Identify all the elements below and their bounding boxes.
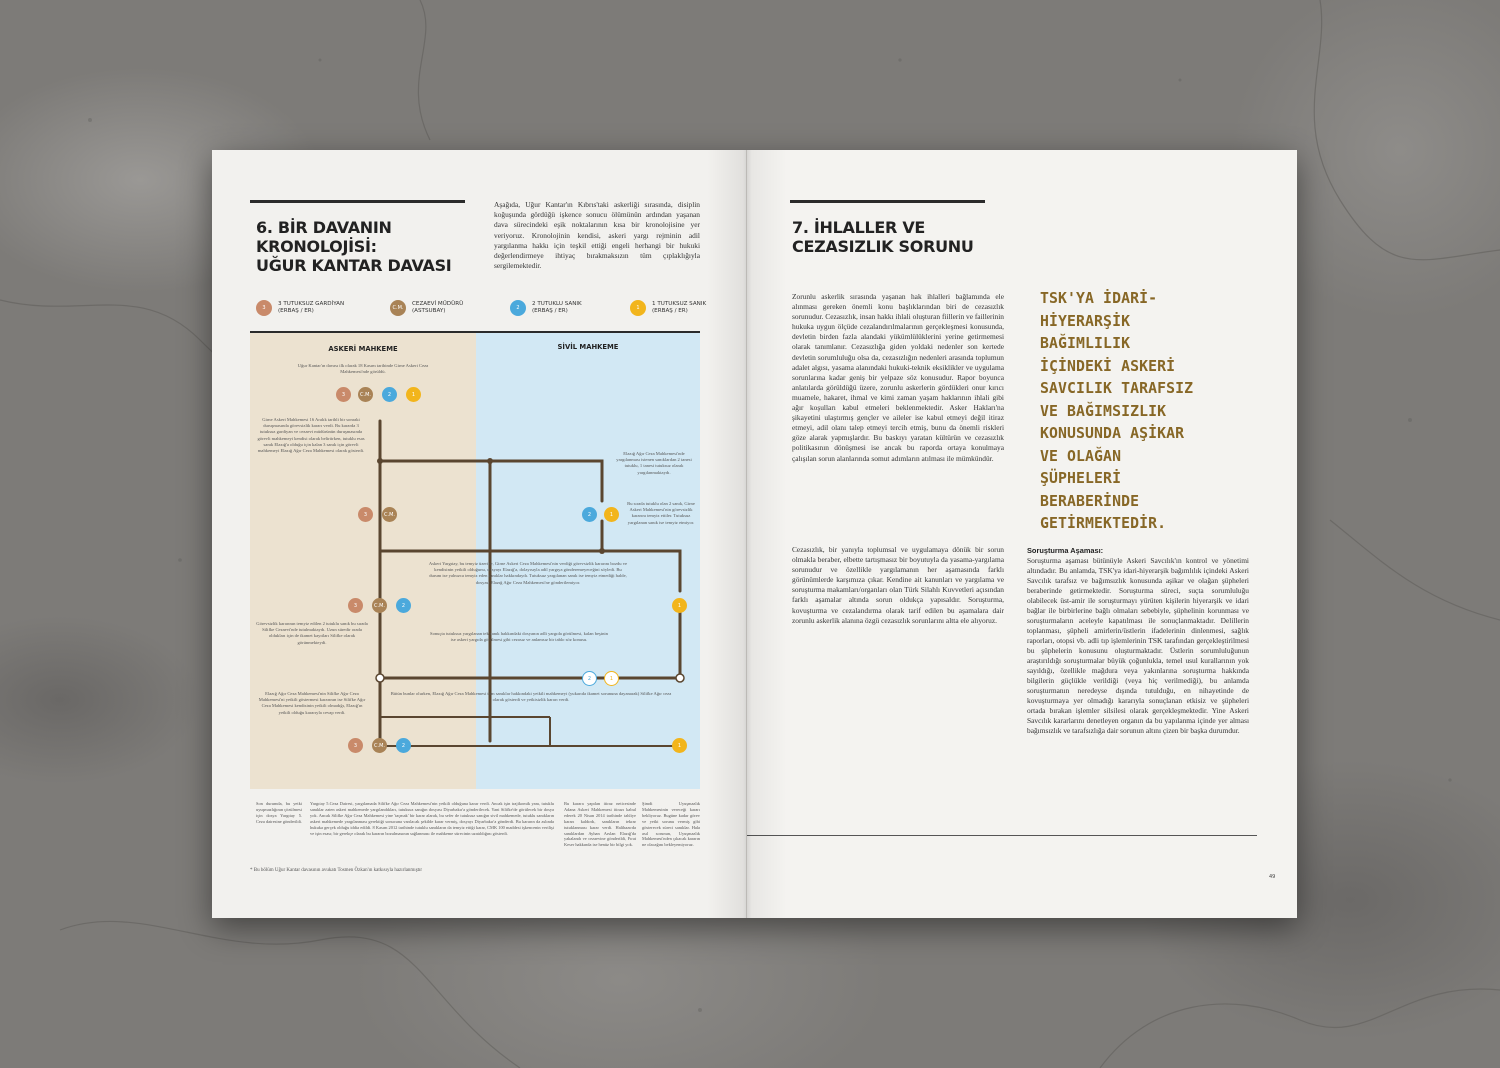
arrested-node: 2 [396, 598, 411, 613]
page-number: 49 [1269, 874, 1276, 880]
title-rule [790, 200, 985, 203]
subsection-body: Soruşturma aşaması bütünüyle Askeri Savcılık'ın kontrol ve yönetimi altındadır. Bu anlamda, TSK'ya idari-hiyerarşik bağımlılık içindeki Askeri Savcılık tarafsız ve bağımsızlık konusunda aşikar ve olağan şüpheleri beraberinde getirmektedir. Soruşturma süreci, suçta sorumluluğu olabilecek üst-amir ile soruşturmayı yürüten kişilerin hiyerarşik ve idari bağlar ile birbirlerine bağlı olmaları sebebiyle, şüphelinin korunması ve soruşturmaların aceleyle kapatılması ile sonuçlanmaktadır. Delillerin toplanması, şüpheli amirlerin/üstlerin ifadelerinin dinlenmesi, sağlık raporları, otopsi vb. adli tıp işlemlerinin TSK tarafından gerçekleştirilmesi bu şüphelerin konusunu oluşturmaktadır. Üstlerin sorumluluğunun araştırıldığı soruşturmalar büyük çoğunlukla, temel usul kurallarının yok sayıldığı, özellikle mağdura veya yakınlarına soruşturma hakkında bilgilerin güçlükle verildiği (veya hiç verilmediği), bu anlamda soruşturmanın neredeyse dışında tutulduğu, en nihayetinde de kovuşturmaya yer olmadığı kararıyla sonuçlanan etkisiz ve şüpheleri ortada bırakan işlemler silsilesi olarak gerçekleşmektedir. Yine Askeri Savcılık kararlarını denetleyen organın da bu yapılanma içinde yer alması bağımsızlık ve tarafsızlığa dair sorunun altını çizen bir başka durumdur. [1027, 556, 1249, 735]
legend-director [390, 300, 463, 316]
flow-endpoint [376, 674, 384, 682]
free-node: 1 [672, 738, 687, 753]
director-symbol: C.M. [390, 300, 406, 316]
legend-label: 3 TUTUKSUZ GARDİYAN [278, 301, 345, 307]
chapter-6-title-line: 6. BİR DAVANIN [256, 218, 392, 237]
legend-label: CEZAEVİ MÜDÜRÜ [412, 301, 464, 307]
legend-sublabel: (ERBAŞ / ER) [652, 308, 688, 314]
magazine-spread [212, 150, 1297, 918]
body-paragraph-1: Zorunlu askerlik sırasında yaşanan hak ihlalleri bağlamında ele alınması gereken önemli konu başlıklarından biri de cezasızlık sorunudur. Cezasızlık, insan hakkı ihlali oluşturan fiillerin ve faillerinin hukuka uygun ölçüde cezalandırılmalarının gerçekleşmesi konusunda, devletin birden fazla alandaki yükümlülüklerini yerine getirmemesi olarak tanımlanır. Cezasızlığa giden yoldaki nedenler son kertede devletin sorumluluğu olsa da, cezasızlığın nedenleri arasında toplumun adalet algısı, yasama alanındaki hukuki-teknik eksiklikler ve uygulama sorunlarına kadar geniş bir yelpaze söz konusudur. Rapor boyunca anlatılarda görüldüğü üzere, zorunlu askerlerin gördükleri onur kırıcı muamele, hakaret, ihmal ve kimi zaman yaşam haklarının ihlali gibi ağır koşulları kabul etmeleri beklenmektedir. Asker Hakları'na şikayetini ulaştırmış gençler ve aileler ise kabul etmeyi değil itiraz etmeyi, adil olanı talep etmeyi tercih etmiş, bunu da önemli riskleri göze alarak yapmışlardır. Bu baskıyı yaratan kültürün ve cezasızlık politikasının dönüşmesi ise ancak bu raporda ortaya konulmaya çalışılan sorun alanlarında somut adımların atılması ile mümkündür. [792, 292, 1004, 463]
legend-guard [256, 300, 344, 316]
legend-arrested [510, 300, 582, 316]
chapter-6-title-line: KRONOLOJİSİ: [256, 237, 377, 256]
arrested-node: 2 [382, 387, 397, 402]
flow-lines [250, 331, 700, 789]
guard-symbol: 3 [256, 300, 272, 316]
free-node-outline: 1 [604, 671, 619, 686]
left-page [212, 150, 747, 918]
annotation-military-supreme-court: Askeri Yargıtay, bu temyiz üzerine, Girne Askeri Ceza Mahkemesi'nin verdiği görevsizlik kararını bozdu ve kendisinin yetkili olduğunu, dosyayı Elazığ'a, dolayısıyla adil yargıya gönderemeyeceğini söyledi. Bu durum ise yalnızca temyiz eden sanıklar hakkındaydı. Tutuksuz yargılanan sanık ise temyiz etmediği halde, dosyası Elazığ Ağır Ceza Mahkemesi'ne gönderilemiyor. [428, 561, 628, 585]
arrested-node: 2 [582, 507, 597, 522]
guard-node: 3 [348, 598, 363, 613]
text-column: Bu karara yapılan itiraz neticesinde Adana Askeri Mahkemesi itirazı kabul ederek 20 Nisan 2014 tarihinde tahliye kararı kaldırdı, sanıkların tekrar tutuklanması karar verdi. Halihazırda sanıklardan Ayhan Arslan Elazığ'da yakalandı ve cezaevine gönderildi, Fırat Keser hakkında ise henüz bir bilgi yok. [564, 801, 636, 848]
annotation-appeal: Bu sırada tutuklu olan 2 sanık, Girne Askeri Mahkemesi'nin görevsizlik kararını temyiz ettiler. Tutuksuz yargılanan sanık ise temyiz etmiyor. [627, 501, 695, 525]
text-column: Yargıtay 5.Ceza Dairesi, yargılamada Silifke Ağır Ceza Mahkemesi'nin yetkili olduğuna karar verdi. Ancak işin trajikomik yanı, tutuklu sanıklar zaten askeri mahkemede yargılandıkları, tutuksuz sanığın dosyası Diyarbakır'a gönderilecek. Yani Silifke'de görülecek bir dosya yok. Ancak Silifke Ağır Ceza Mahkemesi yine 'taçmak' bir karar alarak, bu sefer de tutuksuz sanığın sivil mahkemede, tutuklu sanıkların askeri mahkemede yargılanması gerektiği sonucuna varılacak şekilde karar vermiş, dosyayı Diyarbakır'a gönderdi. Bu kararın da aslında hukuka gerçek olduğu iddia edildi. 8 Kasım 2012 tarihinde tutuklu sanıkların da temyiz ettiği karar, CMK 100 maddesi işkencenin verilişi ve işin esası; bir gerekçe olarak bu kararın bozulmasının sağlanması ile mahkeme sürecinin uzatıldığını gösterdi. [310, 801, 554, 836]
flow-junction [377, 458, 383, 464]
right-page [747, 150, 1297, 918]
arrested-node: 2 [396, 738, 411, 753]
chapter-7-title-line: 7. İHLALLER VE [792, 218, 926, 237]
investigation-section [1027, 546, 1249, 736]
annotation-incompetence-decision: Girne Askeri Mahkemesi 16 Aralık tarihli bir sonraki duruşmasında görevsizlik kararı verdi. Bu kararda 3 tutuksuz gardiyan ve cezaevi müdürünün duruşmasında görevli mahkemeyi kendisi olarak belirtirken, tutuklu esas sanık Elazığ'a olduğu için kalan 3 sanık için görevli mahkemeyi Elazığ Ağır Ceza Mahkemesi olarak gösterdi. [257, 417, 365, 454]
subsection-title: Soruşturma Aşaması: [1027, 546, 1104, 555]
annotation-silifke-response: Elazığ Ağır Ceza Mahkemesi'nin Silifke Ağır Ceza Mahkemesi'ni yetkili göstermesi kararının ise Silifke Ağır Ceza Mahkemesi kendisinin yetkili olmadığı, Elazığ'ın yetkili olduğu kararıyla cevap verdi. [258, 691, 366, 715]
title-rule [250, 200, 465, 203]
director-node: C.M. [382, 507, 397, 522]
director-node: C.M. [372, 598, 387, 613]
intro-paragraph: Aşağıda, Uğur Kantar'ın Kıbrıs'taki askerliği sırasında, disiplin koğuşunda gördüğü işkence sonucu ölümünün ardından yaşanan dava sürecindeki eşik noktalarının kısa bir kronolojisine yer veriyoruz. Kronolojinin kendisi, askeri yargı rejminin adil yargılanma hakkı için teşkil ettiği engeli herhangi bir hukuki değerlendirmeye ihtiyaç bırakmaksızın tüm çıplaklığıyla sergilemektedir. [494, 200, 700, 271]
director-node: C.M. [372, 738, 387, 753]
text-column: Son durumda, bu yetki uyuşmazlığının çözülmesi için dosya Yargıtay 5. Ceza dairesine gönderildi. [256, 801, 302, 824]
chronology-diagram [250, 331, 700, 789]
guard-node: 3 [348, 738, 363, 753]
military-court-title: ASKERİ MAHKEME [328, 345, 398, 353]
legend-sublabel: (ERBAŞ / ER) [278, 308, 314, 314]
civil-court-title: SİVİL MAHKEME [557, 343, 619, 351]
pull-quote: TSK'YA İDARİ-HİYERARŞİK BAĞIMLILIK İÇİNDEKİ ASKERİ SAVCILIK TARAFSIZ VE BAĞIMSIZLIK KONUSUNDA AŞİKAR VE OLAĞAN ŞÜPHELERİ BERABERİNDE GETİRMEKTEDİR. [1040, 290, 1194, 532]
legend-label: 1 TUTUKSUZ SANIK [652, 301, 707, 307]
chapter-6-title-line: UĞUR KANTAR DAVASI [256, 256, 452, 275]
legend-free [630, 300, 706, 316]
text-column: Şimdi Uyuşmazlık Mahkemesinin vereceği kararı bekliyoruz. Bugüne kadar görev ve yetki sorunu vermiş gibi gösterecek süreci sanıklar. Hala asıl sorunun, Uyuşmazlık Mahkemesi'nden çıkacak kararın ne olacağını bekleyemiyoruz. [642, 801, 700, 848]
arrested-node-outline: 2 [582, 671, 597, 686]
guard-node: 3 [358, 507, 373, 522]
flow-endpoint [676, 674, 684, 682]
flow-junction [599, 548, 605, 554]
director-node: C.M. [358, 387, 373, 402]
flow-line [380, 611, 680, 678]
free-node: 1 [604, 507, 619, 522]
free-node: 1 [672, 598, 687, 613]
chapter-7-title [792, 218, 992, 256]
flow-junction [487, 458, 493, 464]
footer-rule [747, 835, 1257, 836]
chapter-6-title [256, 218, 466, 275]
free-node: 1 [406, 387, 421, 402]
chapter-7-title-line: CEZASIZLIK SORUNU [792, 237, 974, 256]
guard-node: 3 [336, 387, 351, 402]
legend-sublabel: (ASTSUBAY) [412, 308, 446, 314]
annotation-silifke-prison: Görevsizlik kararının temyiz edilen 2 tutuklu sanık bu sırada Silifke Cezaevi'nde tutulmaktaydı. Uzun süredir orada oldukları için de ikamet kayıtları Silifke olarak görünmekteydi. [256, 621, 368, 645]
legend-sublabel: (ERBAŞ / ER) [532, 308, 568, 314]
annotation-silifke-decision: Bütün bunlar olurken, Elazığ Ağır Ceza Mahkemesi tüm sanıklar hakkındaki yetkili mahkemeyi (yukarıda ikamet sorununa dayanarak) Silifke Ağır ceza olarak gösterdi ve yetkisizlik kararı verdi. [390, 691, 672, 703]
legend-label: 2 TUTUKLU SANIK [532, 301, 582, 307]
arrested-symbol: 2 [510, 300, 526, 316]
annotation-elazig-defendants: Elazığ Ağır Ceza Mahkemesi'nde yargılanması istenen sanıklardan 2 tanesi tutuklu, 1 tanesi tutuksuz olarak yargılanmaktaydı. [616, 451, 692, 475]
free-symbol: 1 [630, 300, 646, 316]
annotation-absurd-result: Sonuçta tutuksuz yargılanan tek sanık hakkındaki dosyanın adli yargıda görülmesi, kalan beşinin ise askeri yargıda görülmesi gibi cezasız ve anlamsız bir tablo söz konusu. [430, 631, 608, 643]
body-paragraph-2: Cezasızlık, bir yanıyla toplumsal ve uygulamaya dönük bir sorun olmakla beraber, elbette tartışmasız bir boyutuyla da yasama-yargılama sorunudur ve özellikle yargılamanın her aşamasında farklı görünümlerde karşımıza çıkar. Kendine ait kanunları ve yargılama ve soruşturma makamları/organları olan Türk Silahlı Kuvvetleri açısından farklı aşamalar altında sorun oldukça yapısaldır. Soruşturma, kovuşturma ve cezalandırma olarak tarif edilen bu aşamalara dair zorunlu askerlik alanına özgü cezasızlık sorunlarını altta ele alıyoruz. [792, 545, 1004, 625]
annotation-first-hearing: Uğur Kantar'ın davası ilk olarak 18 Kasım tarihinde Girne Askeri Ceza Mahkemesi'nde görüldü. [297, 363, 429, 375]
footnote: * Bu bölüm Uğur Kantar davasının avukatı Tosmen Özkan'ın katkısıyla hazırlanmıştır [250, 868, 423, 873]
